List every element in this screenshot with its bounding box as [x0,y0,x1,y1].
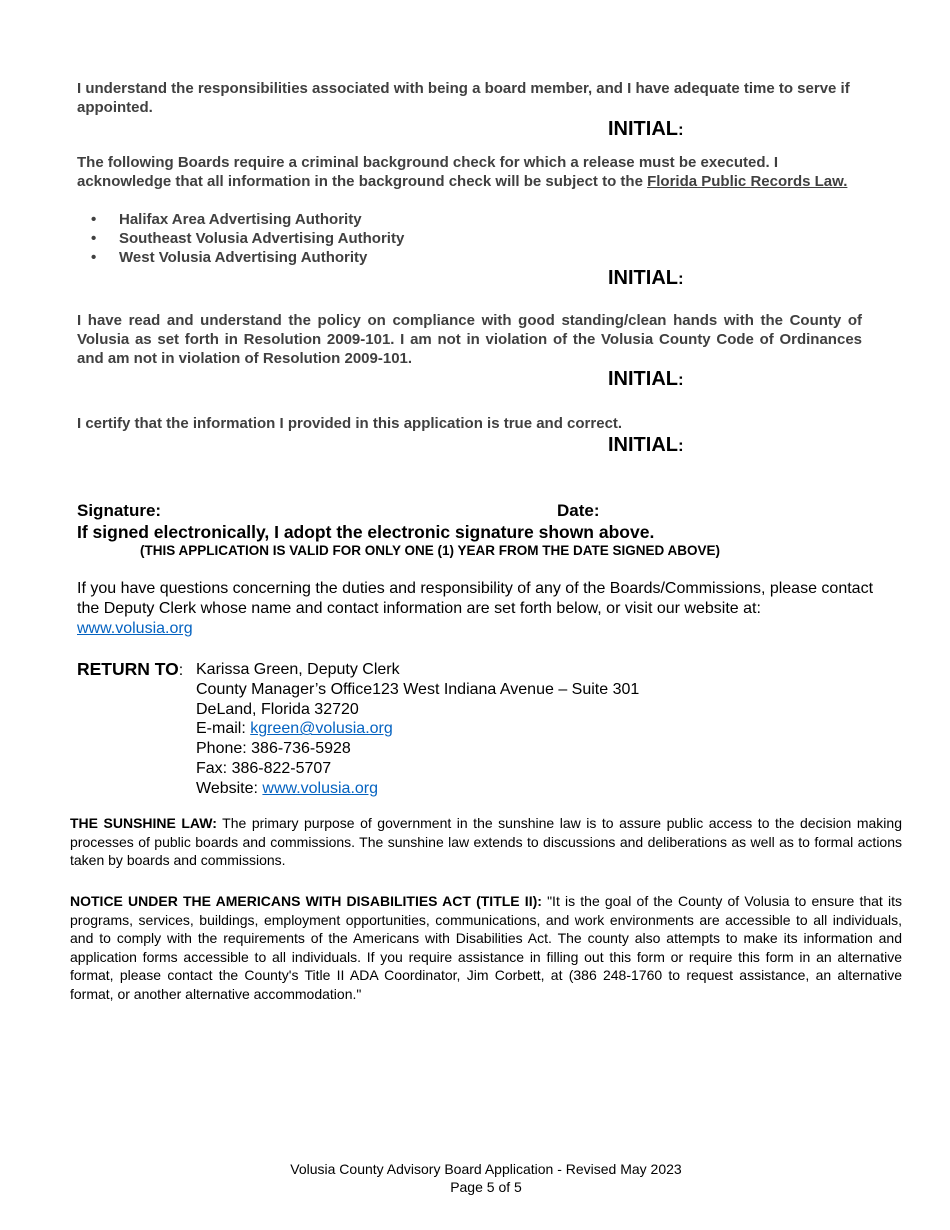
page-number: Page 5 of 5 [450,1179,522,1195]
certify-statement: I certify that the information I provided in this application is true and correct. [77,415,623,432]
list-item: • West Volusia Advertising Authority [91,249,368,266]
signature-field[interactable]: Signature: [77,501,162,520]
ada-notice-paragraph: NOTICE UNDER THE AMERICANS WITH DISABILITIES ACT (TITLE II): "It is the goal of the County of Volusia to ensure that its programs, services, buildings, employment opportunities, communications, and work environments are accessible to all individuals, and to comply with the requirements of the Americans with Disabilities Act. The county also attempts to make its information and application forms accessible to all individuals. If you require assistance in filling out this form or require this form in an alternative format, please contact the County's Title II ADA Coordinator, Jim Corbett, at (386 248-1760 to request assistance, an alternative format, or another alternative accommodation." [70,893,902,1002]
ada-notice-heading: NOTICE UNDER THE AMERICANS WITH DISABILITIES ACT (TITLE II): [70,893,542,909]
initial-field-1[interactable]: INITIAL: [608,118,684,140]
responsibilities-statement: I understand the responsibilities associated with being a board member, and I have adequate time to serve if appointed. [77,80,850,116]
footer-title: Volusia County Advisory Board Application - Revised May 2023 [290,1161,682,1177]
office-address: County Manager’s Office123 West Indiana Avenue – Suite 301 [196,680,640,698]
initial-field-2[interactable]: INITIAL: [608,267,684,289]
questions-paragraph: If you have questions concerning the duties and responsibility of any of the Boards/Commissions, please contact the Deputy Clerk whose name and contact information are set forth below, or visit our website at: www.volusia.org [77,580,874,637]
initial-field-3[interactable]: INITIAL: [608,368,684,390]
compliance-statement: I have read and understand the policy on compliance with good standing/clean hands with the County of Volusia as set forth in Resolution 2009-101. I am not in violation of the Volusia County Code of Ordinances and am not in violation of Resolution 2009-101. [77,312,862,367]
list-item: • Southeast Volusia Advertising Authority [91,230,405,247]
email-link[interactable]: kgreen@volusia.org [250,720,393,738]
website-link[interactable]: www.volusia.org [262,779,379,797]
bullet-icon: • [91,249,97,266]
initial-label: INITIAL [608,267,678,289]
return-to-address [196,660,639,799]
website-link[interactable]: www.volusia.org [77,619,193,637]
validity-note: (THIS APPLICATION IS VALID FOR ONLY ONE (1) YEAR FROM THE DATE SIGNED ABOVE) [140,543,721,558]
email-line: E-mail: kgreen@volusia.org [196,720,393,738]
florida-public-records-law-link[interactable]: Florida Public Records Law. [647,173,848,190]
date-field[interactable]: Date: [557,501,600,520]
initial-label: INITIAL [608,368,678,390]
electronic-signature-note: If signed electronically, I adopt the electronic signature shown above. [77,522,655,542]
city-state-zip: DeLand, Florida 32720 [196,700,359,718]
initial-field-4[interactable]: INITIAL: [608,434,684,456]
initial-label: INITIAL [608,118,678,140]
fax-line: Fax: 386-822-5707 [196,759,332,777]
website-line: Website: www.volusia.org [196,779,379,797]
background-check-statement [77,153,867,191]
return-to-label: RETURN TO: [77,659,184,679]
bullet-icon: • [91,230,97,247]
clerk-name: Karissa Green, Deputy Clerk [196,661,400,678]
initial-label: INITIAL [608,434,678,456]
sunshine-law-heading: THE SUNSHINE LAW: [70,815,217,831]
bullet-icon: • [91,211,97,228]
phone-line: Phone: 386-736-5928 [196,740,351,758]
background-check-text: The following Boards require a criminal background check for which a release must be executed. I acknowledge that all information in the background check will be subject to the [77,154,779,190]
list-item: • Halifax Area Advertising Authority [91,211,362,228]
page-footer [0,1160,950,1196]
background-check-boards-list [77,210,404,267]
sunshine-law-paragraph: THE SUNSHINE LAW: The primary purpose of government in the sunshine law is to assure public access to the decision making processes of public boards and commissions. The sunshine law extends to discussions and deliberations as well as to formal actions taken by boards and commissions. [70,815,902,868]
